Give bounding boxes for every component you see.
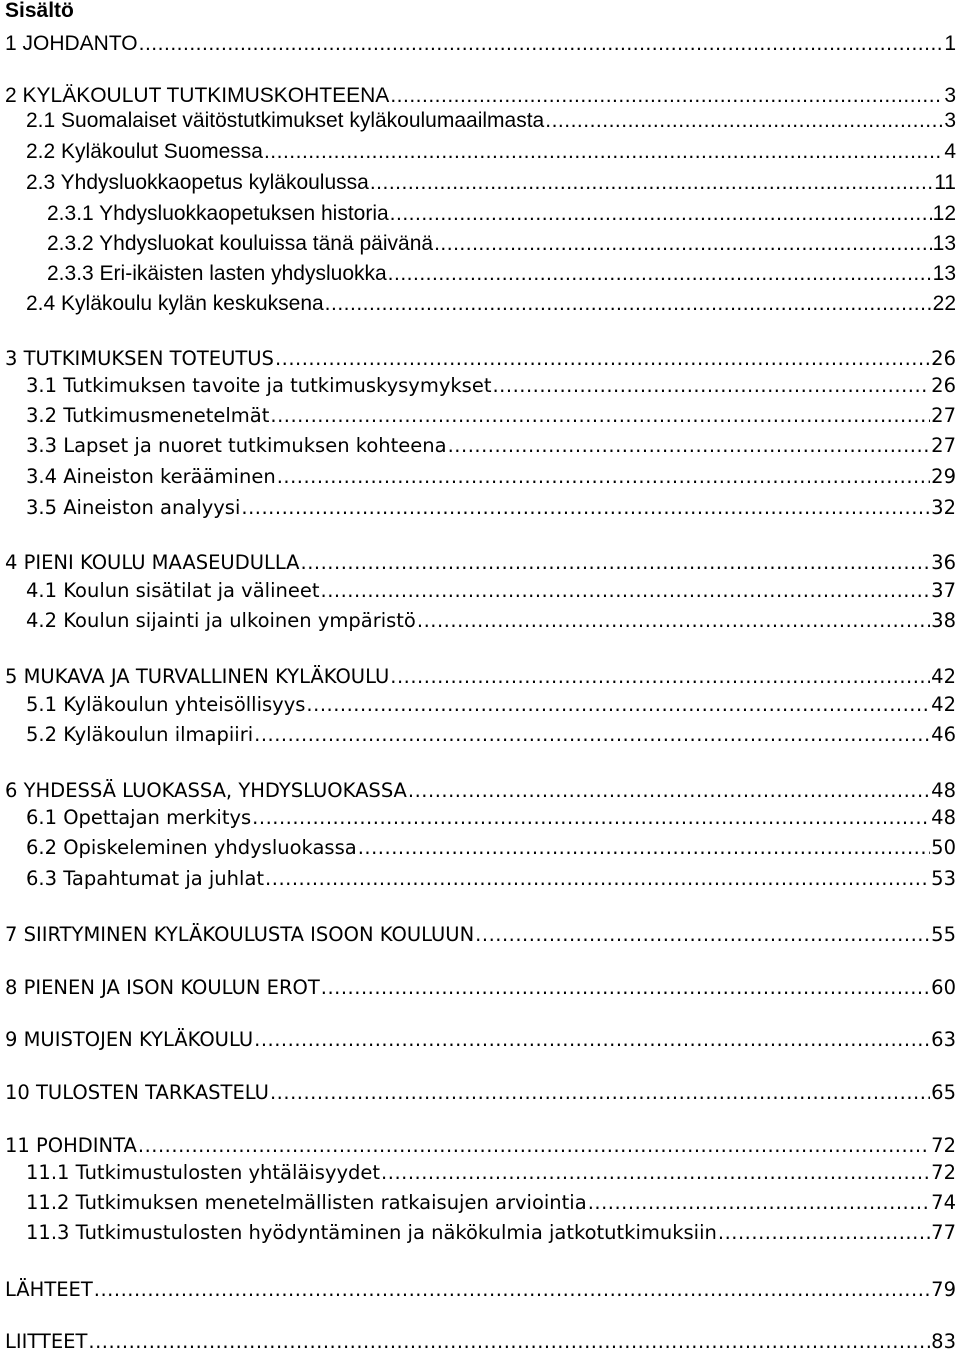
toc-entry-title: 6.2 Opiskeleminen yhdysluokassa [26, 836, 357, 859]
toc-entry-title: 2.3.2 Yhdysluokat kouluissa tänä päivänä [47, 232, 434, 255]
toc-entry-title: 5.1 Kyläkoulun yhteisöllisyys [26, 693, 306, 716]
toc-entry-title: 6.1 Opettajan merkitys [26, 806, 252, 829]
toc-entry[interactable] [0, 1220, 956, 1246]
toc-entry-title: 2.2 Kyläkoulut Suomessa [26, 140, 263, 163]
toc-entry-page-number: 77 [931, 1221, 956, 1244]
toc-entry-title: 2.4 Kyläkoulu kylän keskuksena [26, 292, 324, 315]
toc-entry-title: 3.4 Aineiston kerääminen [26, 465, 276, 488]
toc-entry-page-number: 48 [931, 806, 956, 829]
toc-entry-page-number: 50 [931, 836, 956, 859]
dot-leader [358, 835, 930, 861]
toc-entry-title: 2.1 Suomalaiset väitöstutkimukset kyläkoulumaailmasta [26, 109, 545, 132]
toc-entry[interactable] [0, 608, 956, 634]
toc-entry[interactable] [0, 664, 956, 690]
toc-entry-title: 6 YHDESSÄ LUOKASSA, YHDYSLUOKASSA [5, 779, 407, 802]
toc-entry[interactable] [0, 291, 956, 317]
toc-entry[interactable] [0, 692, 956, 718]
toc-entry-title: 4.2 Koulun sijainti ja ulkoinen ympäristö [26, 609, 416, 632]
toc-entry[interactable] [0, 464, 956, 490]
dot-leader [417, 608, 930, 634]
toc-entry[interactable] [0, 373, 956, 399]
dot-leader [88, 1329, 930, 1355]
toc-entry-title: 7 SIIRTYMINEN KYLÄKOULUSTA ISOON KOULUUN [5, 923, 475, 946]
toc-entry-page-number: 27 [931, 404, 956, 427]
toc-entry[interactable] [0, 170, 956, 196]
dot-leader [270, 1080, 930, 1106]
toc-entry-title: 11.1 Tutkimustulosten yhtäläisyydet [26, 1161, 381, 1184]
toc-entry-page-number: 29 [931, 465, 956, 488]
toc-entry[interactable] [0, 835, 956, 861]
toc-entry-title: 1 JOHDANTO [5, 32, 138, 55]
toc-entry-title: LÄHTEET [5, 1278, 93, 1301]
toc-entry-title: LIITTEET [5, 1330, 88, 1353]
toc-entry[interactable] [0, 805, 956, 831]
toc-entry-title: 3.5 Aineiston analyysi [26, 496, 241, 519]
toc-entry-title: 10 TULOSTEN TARKASTELU [5, 1081, 269, 1104]
toc-entry-title: 2 KYLÄKOULUT TUTKIMUSKOHTEENA [5, 84, 390, 107]
toc-entry-page-number: 48 [931, 779, 956, 802]
toc-entry-page-number: 46 [931, 723, 956, 746]
toc-entry[interactable] [0, 403, 956, 429]
dot-leader [321, 578, 931, 604]
dot-leader [325, 291, 932, 317]
toc-entry[interactable] [0, 261, 956, 287]
toc-entry-title: 2.3.1 Yhdysluokkaopetuksen historia [47, 202, 389, 225]
toc-entry-title: 8 PIENEN JA ISON KOULUN EROT [5, 976, 320, 999]
dot-leader [718, 1220, 930, 1246]
toc-entry-title: 4.1 Koulun sisätilat ja välineet [26, 579, 320, 602]
toc-entry-page-number: 26 [931, 347, 956, 370]
toc-entry[interactable] [0, 578, 956, 604]
toc-entry[interactable] [0, 83, 956, 109]
dot-leader [254, 722, 930, 748]
dot-leader [301, 550, 931, 576]
toc-entry-page-number: 36 [931, 551, 956, 574]
dot-leader [390, 664, 930, 690]
toc-entry[interactable] [0, 922, 956, 948]
toc-entry-page-number: 65 [931, 1081, 956, 1104]
toc-entry[interactable] [0, 201, 956, 227]
toc-entry-page-number: 42 [931, 693, 956, 716]
toc-entry-page-number: 32 [931, 496, 956, 519]
toc-entry-title: 2.3.3 Eri-ikäisten lasten yhdysluokka [47, 262, 387, 285]
toc-entry[interactable] [0, 975, 956, 1001]
toc-entry[interactable] [0, 231, 956, 257]
dot-leader [390, 201, 932, 227]
toc-entry[interactable] [0, 778, 956, 804]
dot-leader [475, 922, 930, 948]
toc-entry[interactable] [0, 1329, 956, 1355]
dot-leader [254, 1027, 930, 1053]
toc-entry-page-number: 55 [931, 923, 956, 946]
toc-entry-title: 11 POHDINTA [5, 1134, 137, 1157]
dot-leader [381, 1160, 930, 1186]
toc-entry-page-number: 3 [944, 84, 956, 107]
toc-entry-page-number: 42 [931, 665, 956, 688]
toc-entry-title: 5 MUKAVA JA TURVALLINEN KYLÄKOULU [5, 665, 390, 688]
toc-entry[interactable] [0, 1160, 956, 1186]
toc-entry[interactable] [0, 495, 956, 521]
dot-leader [270, 403, 930, 429]
dot-leader [448, 433, 931, 459]
toc-entry-title: 4 PIENI KOULU MAASEUDULLA [5, 551, 300, 574]
dot-leader [275, 346, 930, 372]
dot-leader [265, 866, 930, 892]
toc-entry-title: 3.2 Tutkimusmenetelmät [26, 404, 270, 427]
toc-entry-title: 6.3 Tapahtumat ja juhlat [26, 867, 265, 890]
toc-entry[interactable] [0, 433, 956, 459]
toc-entry[interactable] [0, 1027, 956, 1053]
toc-entry-page-number: 4 [944, 140, 956, 163]
toc-entry[interactable] [0, 1080, 956, 1106]
toc-entry-page-number: 27 [931, 434, 956, 457]
toc-entry-page-number: 53 [931, 867, 956, 890]
toc-entry[interactable] [0, 866, 956, 892]
toc-heading: Sisältö [5, 0, 74, 22]
toc-entry-page-number: 13 [932, 262, 956, 285]
dot-leader [138, 1133, 930, 1159]
toc-entry-page-number: 11 [934, 171, 956, 194]
toc-entry-page-number: 38 [931, 609, 956, 632]
toc-entry-page-number: 74 [931, 1191, 956, 1214]
toc-entry-page-number: 72 [931, 1134, 956, 1157]
dot-leader [321, 975, 930, 1001]
toc-entry-title: 9 MUISTOJEN KYLÄKOULU [5, 1028, 254, 1051]
toc-entry[interactable] [0, 1190, 956, 1216]
toc-entry[interactable] [0, 139, 956, 165]
toc-entry-page-number: 1 [944, 32, 956, 55]
toc-entry-page-number: 83 [931, 1330, 956, 1353]
toc-entry[interactable] [0, 346, 956, 372]
toc-entry[interactable] [0, 108, 956, 134]
toc-entry-title: 2.3 Yhdysluokkaopetus kyläkoulussa [26, 171, 369, 194]
toc-entry-page-number: 26 [931, 374, 956, 397]
dot-leader [241, 495, 930, 521]
toc-entry-page-number: 22 [932, 292, 956, 315]
dot-leader [370, 170, 933, 196]
toc-entry-page-number: 60 [931, 976, 956, 999]
toc-entry-page-number: 37 [931, 579, 956, 602]
dot-leader [588, 1190, 930, 1216]
toc-entry-page-number: 3 [944, 109, 956, 132]
toc-entry-page-number: 63 [931, 1028, 956, 1051]
toc-entry-title: 3.1 Tutkimuksen tavoite ja tutkimuskysymykset [26, 374, 492, 397]
toc-entry-page-number: 13 [932, 232, 956, 255]
toc-entry-title: 5.2 Kyläkoulun ilmapiiri [26, 723, 254, 746]
dot-leader [545, 108, 943, 134]
toc-entry[interactable] [0, 31, 956, 57]
dot-leader [139, 31, 944, 57]
toc-entry-page-number: 72 [931, 1161, 956, 1184]
toc-entry-page-number: 12 [932, 202, 956, 225]
toc-entry[interactable] [0, 1133, 956, 1159]
toc-entry-page-number: 79 [931, 1278, 956, 1301]
dot-leader [434, 231, 932, 257]
dot-leader [94, 1277, 930, 1303]
dot-leader [390, 83, 943, 109]
toc-entry[interactable] [0, 1277, 956, 1303]
dot-leader [388, 261, 932, 287]
toc-entry-title: 11.2 Tutkimuksen menetelmällisten ratkaisujen arviointia [26, 1191, 587, 1214]
dot-leader [408, 778, 930, 804]
dot-leader [277, 464, 930, 490]
toc-entry[interactable] [0, 722, 956, 748]
dot-leader [492, 373, 930, 399]
dot-leader [306, 692, 930, 718]
dot-leader [252, 805, 930, 831]
toc-entry-title: 3.3 Lapset ja nuoret tutkimuksen kohteena [26, 434, 447, 457]
toc-entry-title: 3 TUTKIMUKSEN TOTEUTUS [5, 347, 274, 370]
toc-entry-title: 11.3 Tutkimustulosten hyödyntäminen ja näkökulmia jatkotutkimuksiin [26, 1221, 717, 1244]
dot-leader [264, 139, 943, 165]
toc-entry[interactable] [0, 550, 956, 576]
